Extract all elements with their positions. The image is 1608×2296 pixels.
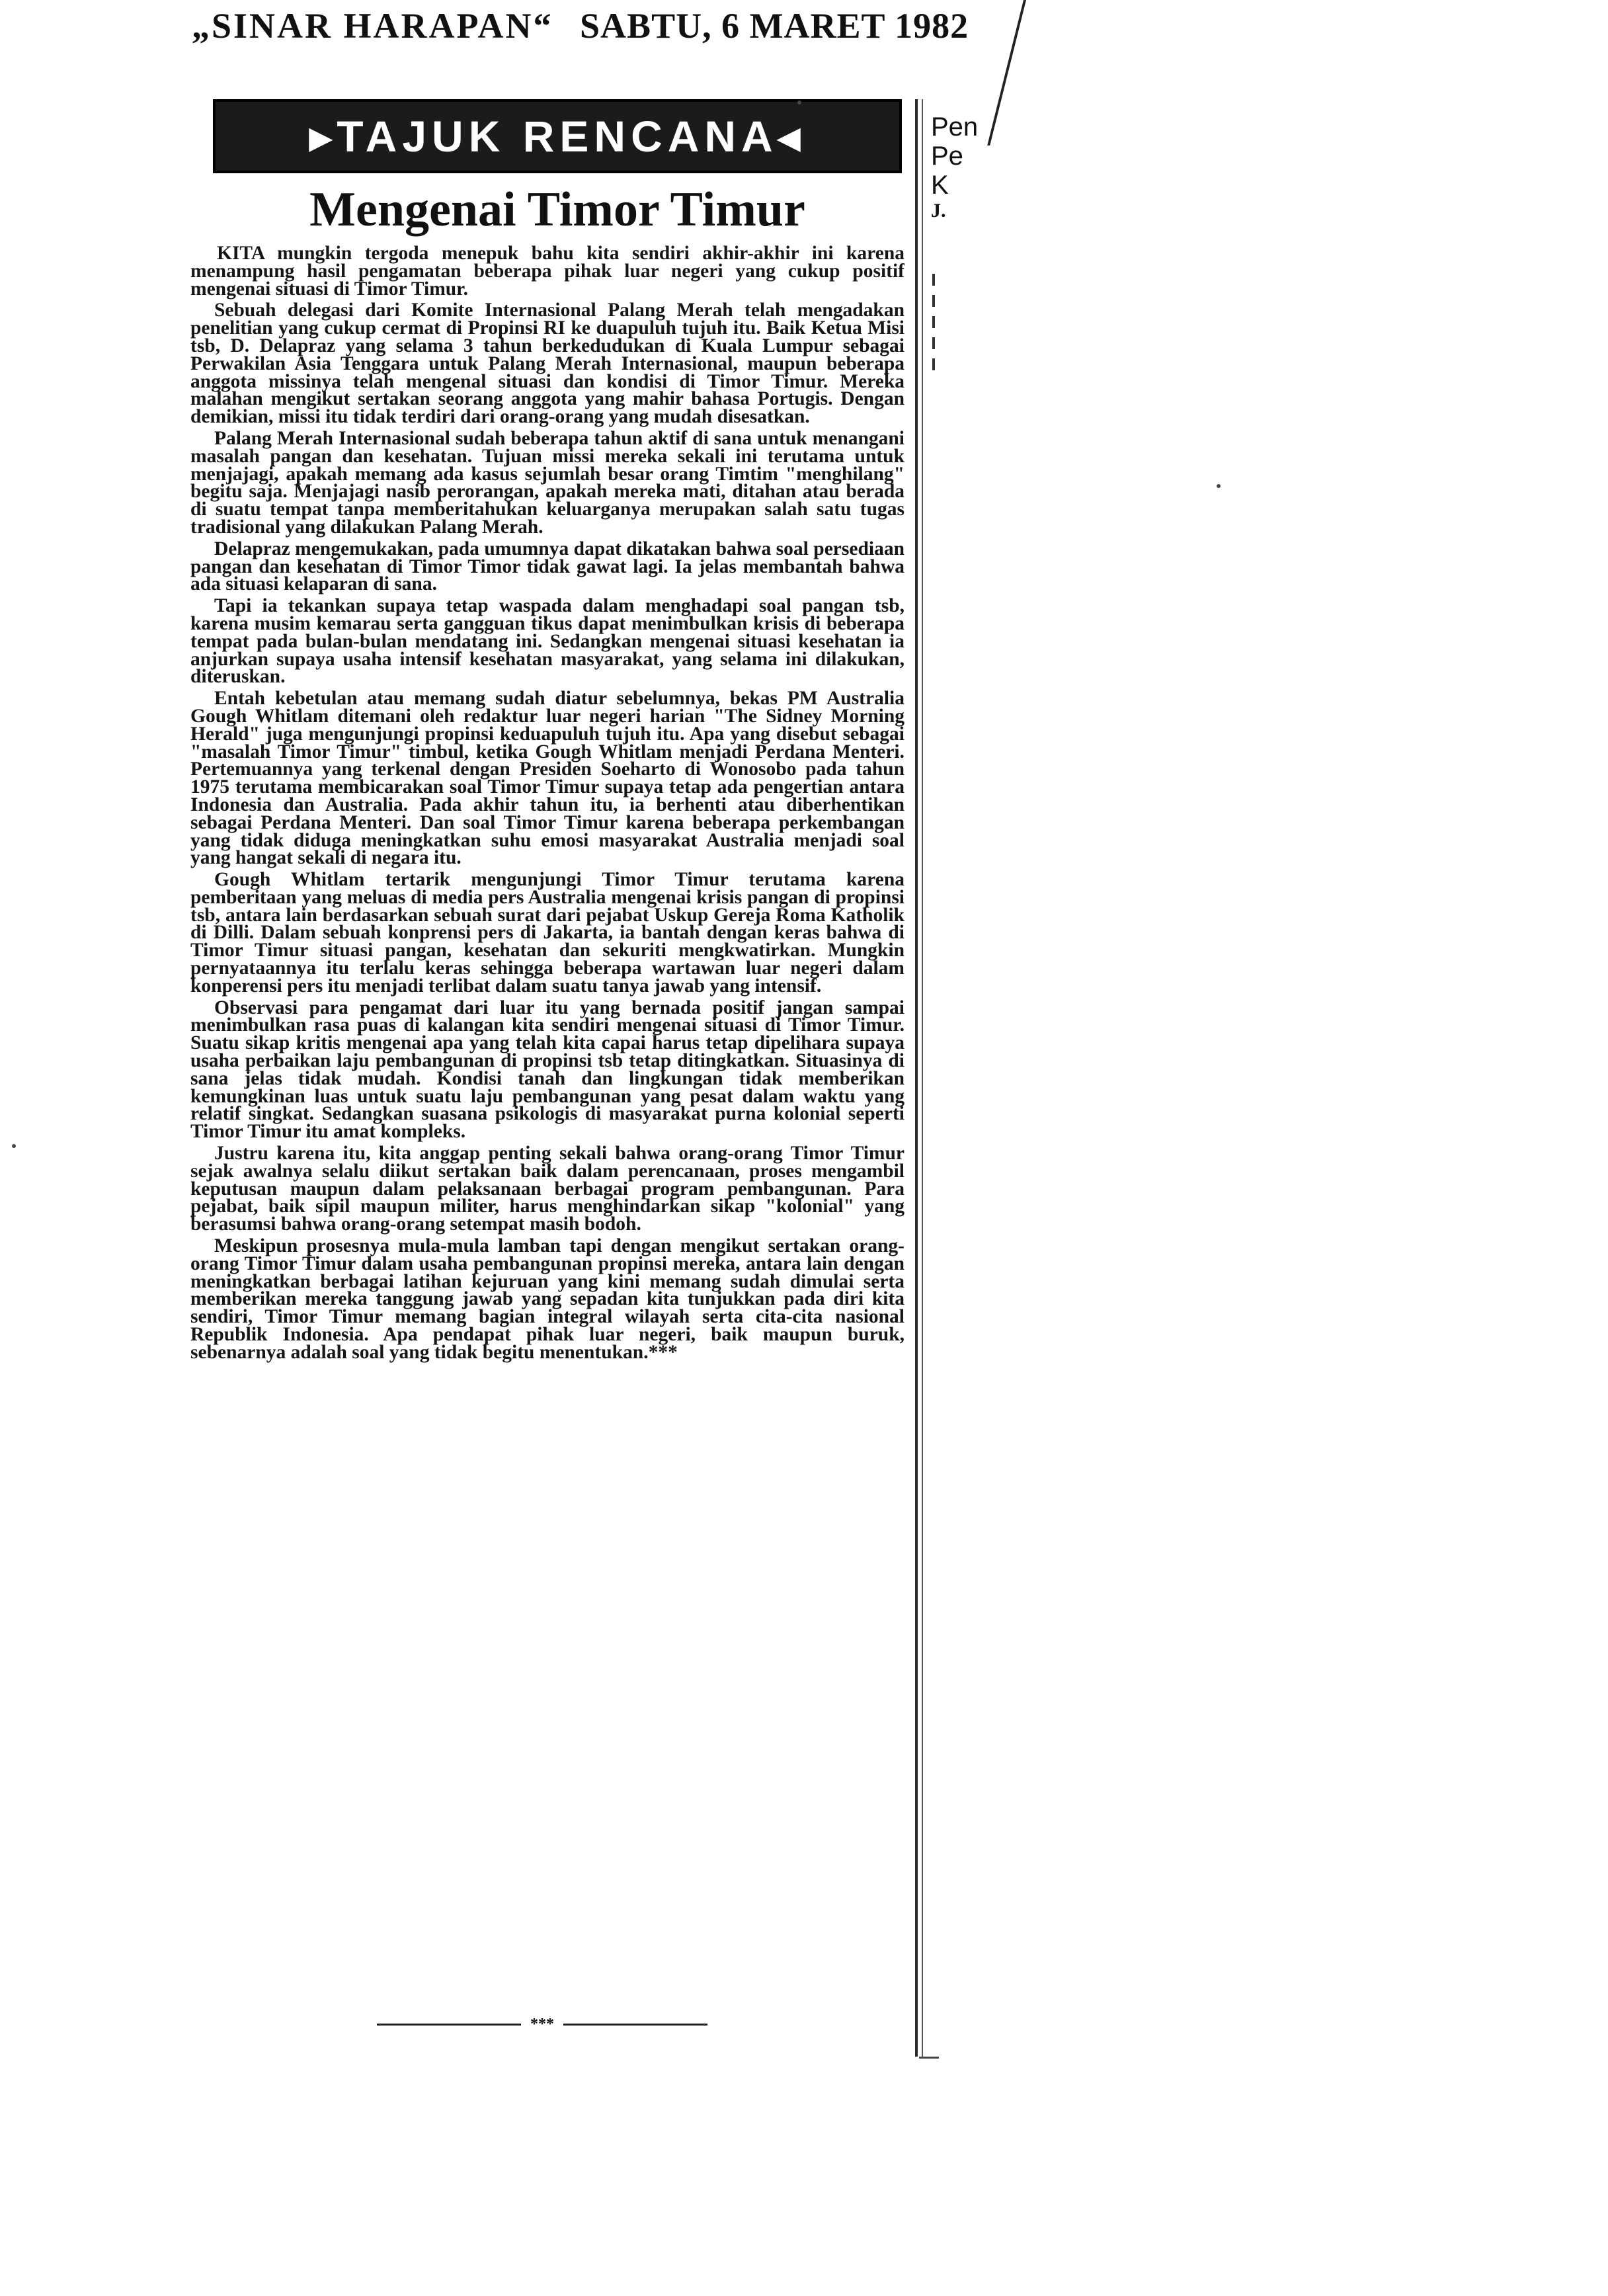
paragraph: Delapraz mengemukakan, pada umumnya dapat dikatakan bahwa soal persediaan pangan dan kesehatan di Timor Timor tidak gawat lagi. Ia jelas membantah bahwa ada situasi kelaparan di sana. <box>190 538 904 595</box>
masthead <box>192 5 1025 52</box>
paragraph: Sebuah delegasi dari Komite Internasional Palang Merah telah mengadakan penelitian yang cukup cermat di Propinsi RI ke duapuluh tujuh itu. Baik Ketua Misi tsb, D. Delapraz yang selama 3 tahun berkedudukan di Kuala Lumpur sebagai Perwakilan Asia Tenggara untuk Palang Merah Internasional, maupun beberapa anggota missinya telah mengenal situasi dan kondisi di Timor Timur. Mereka malahan mengikut sertakan seorang anggota yang mahir bahasa Portugis. Dengan demikian, missi itu tidak terdiri dari orang-orang yang mudah disesatkan. <box>190 300 904 428</box>
issue-date: SABTU, 6 MARET 1982 <box>580 6 969 46</box>
side-fragment: Pe <box>931 142 963 171</box>
end-rule-left <box>377 2024 521 2026</box>
side-tick <box>932 337 935 349</box>
end-rule-right <box>563 2024 707 2026</box>
scan-speck <box>1217 484 1221 488</box>
column-divider-inner <box>922 99 923 2057</box>
paragraph: Meskipun prosesnya mula-mula lamban tapi dengan mengikut sertakan orang-orang Timor Timur dalam usaha pembangunan propinsi mereka, antara lain dengan meningkatkan berbagai latihan kejuruan yang kini memang sudah dimulai serta memberikan mereka tanggung jawab yang sepadan kita tunjukkan pada diri kita sendiri, Timor Timur memang bagian integral wilayah serta cita-cita nasional Republik Indonesia. Apa pendapat pihak luar negeri, baik maupun buruk, sebenarnya adalah soal yang tidak begitu menentukan.*** <box>190 1235 904 1363</box>
end-stars: *** <box>530 2015 554 2033</box>
article-end-mark <box>377 2014 707 2034</box>
side-tick <box>932 274 935 286</box>
side-tick <box>932 316 935 328</box>
side-fragment: Pen <box>931 112 979 142</box>
side-fragment: J. <box>931 200 946 222</box>
newspaper-name: „SINAR HARAPAN“ <box>192 6 553 46</box>
column-divider <box>915 99 918 2057</box>
side-tick <box>932 358 935 370</box>
article-body <box>190 245 904 2017</box>
paragraph: Gough Whitlam tertarik mengunjungi Timor Timur terutama karena pemberitaan yang meluas di media pers Australia mengenai krisis pangan di propinsi tsb, antara lain berdasarkan sebuah surat dari pejabat Uskup Gereja Roma Katholik di Dilli. Dalam sebuah konprensi pers di Jakarta, ia bantah dengan keras bahwa di Timor Timur situasi pangan, kesehatan dan sekuriti mengkwatirkan. Mungkin pernyataannya itu terlalu keras sehingga beberapa wartawan luar negeri dalam konperensi pers itu menjadi terlibat dalam suatu tanya jawab yang intensif. <box>190 869 904 997</box>
bottom-rule <box>919 2057 939 2059</box>
paragraph: Tapi ia tekankan supaya tetap waspada dalam menghadapi soal pangan tsb, karena musim kemarau serta gangguan tikus dapat menimbulkan krisis di beberapa tempat pada bulan-bulan mendatang ini. Sedangkan mengenai situasi kesehatan ia anjurkan supaya usaha intensif kesehatan masyarakat, yang selama ini dilakukan, diteruskan. <box>190 595 904 688</box>
paragraph: Palang Merah Internasional sudah beberapa tahun aktif di sana untuk menangani masalah pangan dan kesehatan. Tujuan missi mereka sekali ini terutama untuk menjajagi, apakah memang ada kasus sejumlah besar orang Timtim "menghilang" begitu saja. Menjajagi nasib perorangan, apakah mereka mati, ditahan atau berada di suatu tempat tanpa memberitahukan keluarganya merupakan salah satu tugas tradisional yang dilakukan Palang Merah. <box>190 427 904 538</box>
paragraph: Observasi para pengamat dari luar itu yang bernada positif jangan sampai menimbulkan rasa puas di kalangan kita sendiri mengenai situasi di Timor Timur. Suatu sikap kritis mengenai apa yang telah kita capai harus tetap dipelihara supaya usaha perbaikan laju pembangunan di propinsi tsb tetap ditingkatkan. Situasinya di sana jelas tidak mudah. Kondisi tanah dan lingkungan tidak memberikan kemungkinan luas untuk suatu laju pembangunan yang pesat dalam waktu yang relatif singkat. Sedangkan suasana psikologis di masyarakat purna kolonial seperti Timor Timur itu amat kompleks. <box>190 997 904 1143</box>
section-banner-label: ▸TAJUK RENCANA◂ <box>309 111 805 161</box>
paragraph: Justru karena itu, kita anggap penting sekali bahwa orang-orang Timor Timur sejak awalnya selalu diikut sertakan baik dalam perencanaan, proses mengambil keputusan maupun dalam pelaksanaan berbagai program pembangunan. Para pejabat, baik sipil maupun militer, harus menghindarkan sikap "kolonial" yang berasumsi bahwa orang-orang setempat masih bodoh. <box>190 1143 904 1235</box>
section-banner <box>213 99 902 173</box>
side-column-marks <box>932 265 959 423</box>
paragraph: KITA mungkin tergoda menepuk bahu kita sendiri akhir-akhir ini karena menampung hasil pengamatan beberapa pihak luar negeri yang cukup positif mengenai situasi di Timor Timur. <box>190 245 904 300</box>
scan-speck <box>12 1144 16 1148</box>
paragraph: Entah kebetulan atau memang sudah diatur sebelumnya, bekas PM Australia Gough Whitlam ditemani oleh redaktur luar negeri harian "The Sidney Morning Herald" juga mengunjungi propinsi keduapuluh tujuh itu. Apa yang disebut sebagai "masalah Timor Timur" timbul, ketika Gough Whitlam menjadi Perdana Menteri. Pertemuannya yang terkenal dengan Presiden Soeharto di Wonosobo pada tahun 1975 terutama membicarakan soal Timor Timur supaya tetap ada pengertian antara Indonesia dan Australia. Pada akhir tahun itu, ia berhenti atau diberhentikan sebagai Perdana Menteri. Dan soal Timor Timur karena beberapa perkembangan yang tidak diduga meningkatkan suhu emosi masyarakat Australia menjadi soal yang hangat sekali di negara itu. <box>190 688 904 869</box>
side-tick <box>932 295 935 307</box>
side-fragment: K <box>931 171 949 200</box>
section-banner-text: TAJUK RENCANA <box>337 111 778 161</box>
article-headline: Mengenai Timor Timur <box>309 183 805 237</box>
scan-speck <box>797 101 801 104</box>
